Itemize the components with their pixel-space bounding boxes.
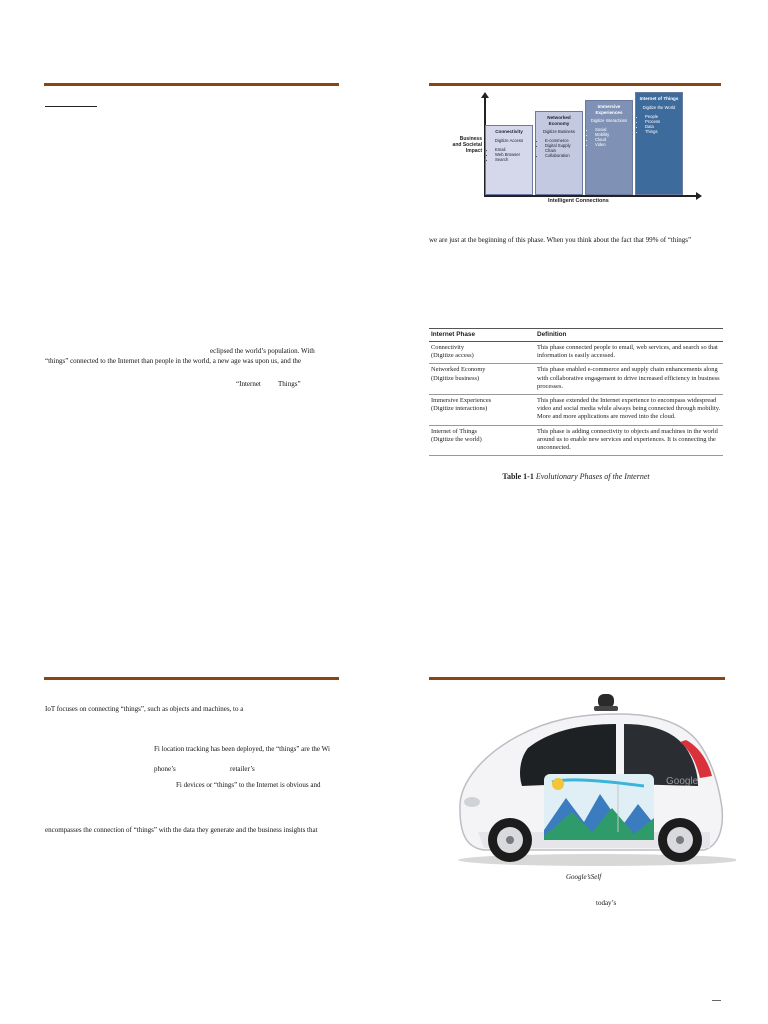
phase-subtitle: Digitize Access — [494, 137, 524, 143]
table-row — [429, 425, 723, 456]
phase-item: • Process — [645, 119, 679, 124]
internet-phases-diagram — [452, 92, 704, 208]
page1-text-line: eclipsed the world’s population. With — [210, 347, 315, 355]
phase-connectivity — [485, 125, 533, 195]
page1-text-line: “things” connected to the Internet than people in the world, a new age was upon us, and the — [45, 357, 302, 365]
page3-text-line: encompasses the connection of “things” with the data they generate and the business insights that — [45, 826, 318, 834]
page3-text-line: Fi devices or “things” to the Internet is obvious and — [176, 781, 321, 789]
phase-item: • E-commerce — [545, 138, 579, 143]
page1-heading-underline — [45, 106, 97, 107]
page3-text-fragment: phone’s — [154, 765, 176, 773]
self-driving-car-image — [448, 690, 736, 870]
phase-item: • People — [645, 114, 679, 119]
page3-text-line: Fi location tracking has been deployed, the “things” are the Wi — [154, 745, 330, 753]
phase-name-cell: Internet of Things (Digitize the world) — [429, 425, 535, 456]
phase-title: Networked Economy — [547, 115, 571, 126]
phase-definition-cell: This phase enabled e-commerce and supply chain enhancements along with collaborative engagement to drive increased efficiency in business processes. — [535, 364, 723, 395]
table-row — [429, 342, 723, 364]
page2-header-rule — [429, 83, 721, 86]
x-axis-arrow — [696, 192, 702, 200]
x-axis — [484, 195, 698, 197]
phase-subtitle: Digitize Interactions — [590, 118, 628, 123]
phase-title: Internet of Things — [639, 96, 679, 101]
table-row — [429, 395, 723, 426]
page1-header-rule — [44, 83, 339, 86]
y-axis-label: Business and Societal Impact — [452, 136, 482, 154]
phase-name-cell: Immersive Experiences (Digitize interactions) — [429, 395, 535, 426]
phase-item: • Cloud — [595, 137, 629, 142]
phase-internet-of-things — [635, 92, 683, 195]
table-header-row — [429, 329, 723, 342]
phase-title: Immersive Experiences — [595, 104, 623, 115]
phase-title: Connectivity — [495, 129, 523, 134]
phase-subtitle: Digitize Business — [543, 129, 575, 134]
x-axis-label: Intelligent Connections — [548, 198, 609, 204]
page3-text-line: IoT focuses on connecting “things”, such as objects and machines, to a — [45, 705, 244, 713]
phase-name-cell: Connectivity (Digitize access) — [429, 342, 535, 364]
car-image-caption: Google’sSelf — [566, 873, 602, 881]
page4-header-rule — [429, 677, 725, 680]
page1-text-fragment: Things” — [278, 380, 301, 388]
phase-definition-cell: This phase extended the Internet experience to encompass widespread video and social media while always being connected through mobility. More and more applications are moved into the cloud. — [535, 395, 723, 426]
phase-subtitle: Digitize the World — [642, 104, 676, 110]
phase-name-cell: Networked Economy (Digitize business) — [429, 364, 535, 395]
table-header-cell: Definition — [535, 329, 723, 342]
page2-text-line: we are just at the beginning of this phase. When you think about the fact that 99% of “things” — [429, 236, 692, 244]
phase-item: • Data — [645, 124, 679, 129]
phase-definition-cell: This phase is adding connectivity to objects and machines in the world around us to enable new services and experiences. It is connecting the unconnected. — [535, 425, 723, 456]
table-caption-title: Evolutionary Phases of the Internet — [535, 472, 650, 481]
evolutionary-phases-table — [429, 328, 723, 456]
phase-item: • Collaboration — [545, 153, 579, 158]
phase-item: • Video — [595, 142, 629, 147]
phase-item: • Things — [645, 129, 679, 134]
page-number-mark — [712, 1000, 721, 1001]
car-brand-text: Google — [666, 776, 699, 787]
table-caption — [429, 472, 723, 481]
phase-item: • Social — [595, 127, 629, 132]
table-row — [429, 364, 723, 395]
phase-item: • Search — [495, 157, 529, 162]
phase-item: • Email — [495, 147, 529, 152]
phase-immersive-experiences — [585, 100, 633, 195]
phase-item: • Mobility — [595, 132, 629, 137]
page4-text-fragment: today’s — [596, 899, 617, 907]
table-body — [429, 342, 723, 456]
page3-header-rule — [44, 677, 339, 680]
phase-item: • Web Browser — [495, 152, 529, 157]
page3-text-fragment: retailer’s — [230, 765, 255, 773]
phase-definition-cell: This phase connected people to email, web services, and search so that information is easily accessed. — [535, 342, 723, 364]
table-header-cell: Internet Phase — [429, 329, 535, 342]
page1-text-fragment: “Internet — [236, 380, 261, 388]
table-caption-number: Table 1-1 — [502, 472, 534, 481]
phase-networked-economy — [535, 111, 583, 195]
phase-item: • Digital Supply Chain — [545, 143, 579, 153]
